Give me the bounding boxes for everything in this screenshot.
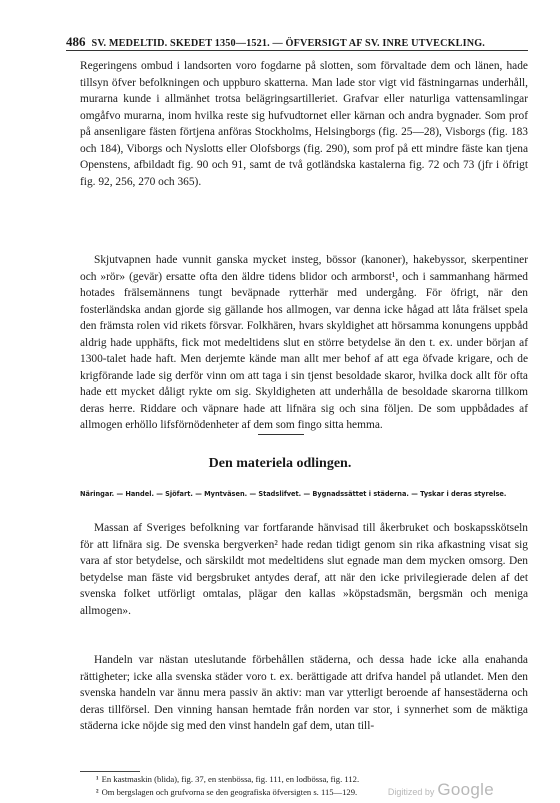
footnote-number: ² [96, 787, 99, 797]
google-digitized-watermark [388, 780, 494, 800]
section-divider [258, 434, 304, 435]
paragraph-handeln: Handeln var nästan uteslutande förbehållen städerna, och dessa hade icke alla enahanda rättigheter; icke alla svenska städer voro t. ex. berättigade att drifva handel på utlandet. Men den svenska handeln var ännu mera passiv än aktiv: man var ytterligt beroende af hansestäderna och deras tillförsel. Den vinning hansan hemtade från norden var stor, i synnerhet som de mäktiga städerna icke nöjde sig med den vinst handeln gaf dem, utan till- [80, 654, 528, 732]
running-head: SV. MEDELTID. SKEDET 1350—1521. — ÖFVERSIGT AF SV. INRE UTVECKLING. [91, 38, 485, 49]
watermark-brand: Google [437, 780, 494, 799]
section-title: Den materiela odlingen. [208, 456, 352, 471]
page-header [66, 34, 526, 50]
paragraph-regeringens-ombud: Regeringens ombud i landsorten voro fogdarne på slotten, som förvaltade dem och länen, hade tillsyn öfver befolkningen och uppburo skatterna. Man lade stor vigt vid fästningarnas underhåll, murarna kunde i allmänhet trotsa belägringsartilleriet. Grafvar eller naturliga vattensamlingar omgåfvo murarna, inom hvilka reste sig hufvudtornet eller kärnan och andra bygnader. Som prof på ansenligare fästen förtjena anföras Stockholms, Helsingborgs (fig. 25—28), Visborgs (fig. 183 och 184), Viborgs och Nyslotts eller Olofsborgs (fig. 290), som prof på ett mindre fäste kan tjena Openstens, afbildadt fig. 90 och 91, samt de två gotländska kastalerna fig. 72 och 73 (jfr i öfrigt fig. 92, 256, 270 och 365). [80, 60, 528, 188]
page-number: 486 [66, 34, 86, 49]
footnote-text: En kastmaskin (blida), fig. 37, en stenbössa, fig. 111, en lodbössa, fig. 112. [101, 774, 360, 784]
footnote-rule [80, 771, 140, 772]
footnote-text: Om bergslagen och grufvorna se den geografiska öfversigten s. 115—129. [101, 787, 358, 797]
footnote-number: ¹ [96, 774, 99, 784]
paragraph-massan: Massan af Sveriges befolkning var fortfarande hänvisad till åkerbruket och boskapsskötseln för att lifnära sig. De svenska bergverken² hade redan tidigt genom sin rika afkastning visat sig vara af stor betydelse, och särskildt mot medeltidens slut egnade man dem mycken omsorg. Den betydelse man fäste vid bergsbruket antydes deraf, att när den icke privilegierade delen af det svenska folket utförligt omtalas, plägar den kallas »köpstadsmän, bergsmän och meniga allmogen». [80, 522, 528, 617]
paragraph-skjutvapnen: Skjutvapnen hade vunnit ganska mycket insteg, bössor (kanoner), hakebyssor, skerpentiner och »rör» (gevär) ersatte ofta den äldre tidens blidor och armborst¹, och i sammanhang härmed hotades frälsemännens tungt beväpnade rytterhär med undergång. För öfrigt, när den fosterländska andan gjorde sig gällande hos allmogen, var denna icke hågad att låta frälset spela den främsta rolen vid rikets försvar. Folkhären, hvars skyldighet att hörsamma konungens uppbåd aldrig hade upphäfts, fick mot medeltidens slut en större betydelse än den t. ex. under början af 1300-talet hade haft. Men derjemte kände man allt mer behof af att ega öfvade krigare, och de krigförande lade sig derför vinn om att taga i sin tjenst besoldade skaror, hvilka dock allt för ofta hade ett mycket dåligt rykte om sig. Skyldigheten att underhålla de besoldade skarorna tillkom deras herre. Riddare och väpnare hade att lifnära sig och sina följen. De som uppbådades af allmogen erhöllo lifsförnödenheter af dem som fingo sitta hemma. [80, 254, 528, 431]
header-rule [66, 50, 528, 51]
watermark-prefix: Digitized by [387, 787, 435, 797]
section-topics: Näringar. — Handel. — Sjöfart. — Myntväsen. — Stadslifvet. — Bygnadssättet i städerna. — Tyskar i deras styrelse. [80, 490, 507, 498]
